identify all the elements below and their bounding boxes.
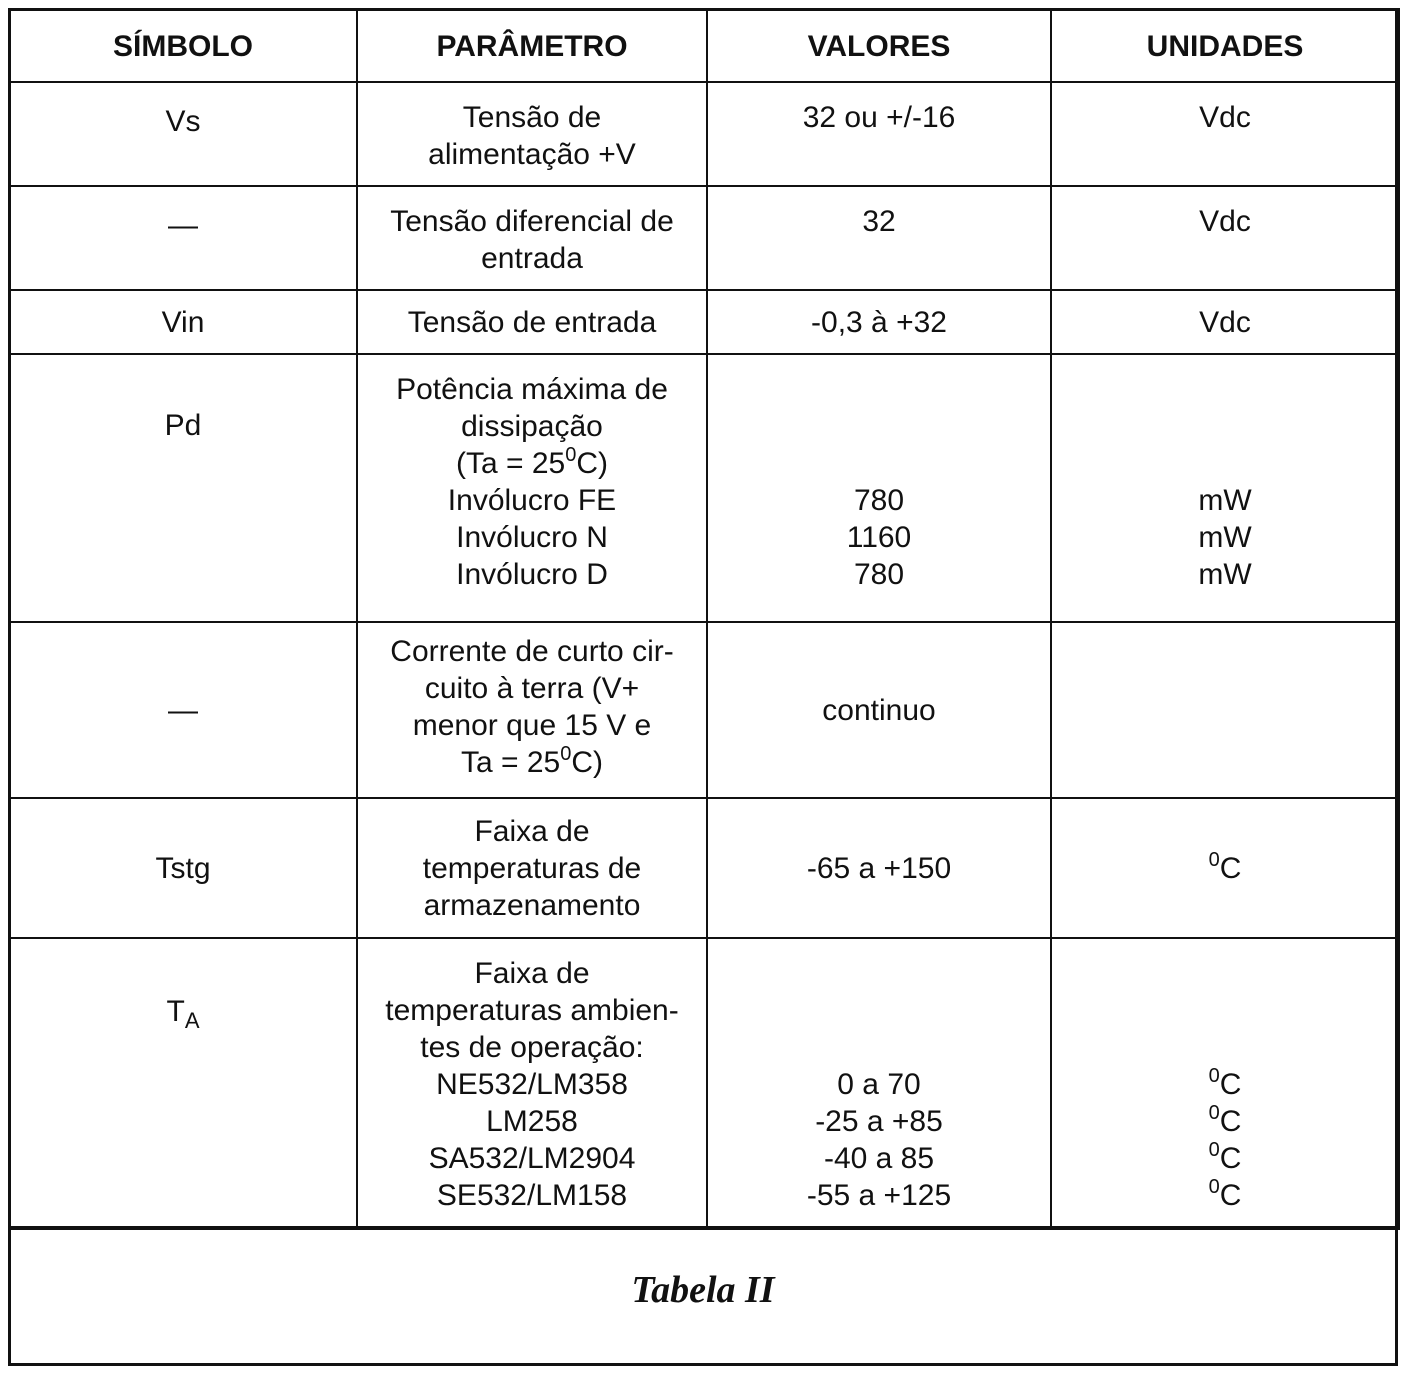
param-line: cuito à terra (V+ bbox=[424, 672, 640, 705]
header-values: VALORES bbox=[707, 10, 1051, 83]
unit-line: mW bbox=[1198, 521, 1252, 554]
unit-cell: Vdc bbox=[1051, 290, 1399, 354]
param-line: entrada bbox=[481, 242, 583, 275]
unit-line bbox=[1058, 1177, 1392, 1214]
value-cell: 32 ou +/-16 bbox=[707, 82, 1051, 186]
param-line: alimentação +V bbox=[428, 138, 636, 171]
parameter-cell bbox=[357, 82, 707, 186]
symbol-cell: — bbox=[9, 622, 357, 798]
param-text: (Ta = 25 bbox=[455, 447, 566, 480]
parameter-cell bbox=[357, 622, 707, 798]
package-item: Invólucro N bbox=[456, 521, 608, 554]
header-parameter: PARÂMETRO bbox=[357, 10, 707, 83]
param-line bbox=[364, 445, 700, 482]
value-cell: -65 a +150 bbox=[707, 798, 1051, 938]
unit-cell bbox=[1051, 622, 1399, 798]
parameter-cell bbox=[357, 798, 707, 938]
header-units: UNIDADES bbox=[1051, 10, 1399, 83]
parameter-cell bbox=[357, 186, 707, 290]
symbol-subscript: A bbox=[184, 1008, 200, 1033]
param-line: Corrente de curto cir- bbox=[390, 635, 674, 668]
symbol-cell bbox=[9, 186, 357, 290]
table-caption: Tabela II bbox=[631, 1269, 775, 1311]
symbol-cell bbox=[9, 938, 357, 1228]
value-line: -25 a +85 bbox=[815, 1105, 943, 1138]
unit-text: C bbox=[1219, 1179, 1242, 1212]
parameter-cell bbox=[357, 354, 707, 622]
param-text: C) bbox=[576, 447, 608, 480]
table-row bbox=[9, 798, 1399, 938]
table-row bbox=[9, 290, 1399, 354]
table-row bbox=[9, 186, 1399, 290]
unit-line: mW bbox=[1198, 558, 1252, 591]
table-row bbox=[9, 938, 1399, 1228]
symbol: T bbox=[166, 995, 185, 1028]
param-text: Ta = 25 bbox=[460, 746, 561, 779]
value-cell bbox=[707, 354, 1051, 622]
degree-superscript: 0 bbox=[1208, 1102, 1220, 1124]
header-row bbox=[9, 10, 1399, 83]
unit-text: C bbox=[1219, 1068, 1242, 1101]
degree-superscript: 0 bbox=[1208, 1139, 1220, 1161]
symbol-cell: Pd bbox=[9, 354, 357, 622]
degree-superscript: 0 bbox=[1208, 848, 1220, 871]
degree-superscript: 0 bbox=[1208, 1176, 1220, 1198]
value-line: 780 bbox=[853, 558, 905, 591]
unit-line: mW bbox=[1198, 484, 1252, 517]
unit-line bbox=[1058, 1103, 1392, 1140]
value-line: -40 a 85 bbox=[823, 1142, 935, 1175]
value-line: 780 bbox=[853, 484, 905, 517]
header-symbol: SÍMBOLO bbox=[9, 10, 357, 83]
value-line: -55 a +125 bbox=[806, 1179, 952, 1212]
unit-line bbox=[1058, 1066, 1392, 1103]
unit-text: C bbox=[1219, 1142, 1242, 1175]
symbol: Vs bbox=[165, 105, 201, 138]
param-line: Potência máxima de bbox=[396, 373, 668, 406]
parameter-cell: Tensão de entrada bbox=[357, 290, 707, 354]
degree-superscript: 0 bbox=[1208, 1065, 1220, 1087]
parameter-cell bbox=[357, 938, 707, 1228]
param-text: C) bbox=[571, 746, 604, 779]
symbol-cell: Tstg bbox=[9, 798, 357, 938]
package-item: Invólucro D bbox=[456, 558, 608, 591]
symbol-cell: Vin bbox=[9, 290, 357, 354]
unit-cell bbox=[1051, 354, 1399, 622]
device-item: LM258 bbox=[486, 1105, 578, 1138]
param-line: Faixa de bbox=[474, 957, 590, 990]
param-line: dissipação bbox=[461, 410, 603, 443]
unit-text: C bbox=[1219, 1105, 1242, 1138]
param-line: tes de operação: bbox=[420, 1031, 644, 1064]
symbol: — bbox=[168, 209, 198, 242]
device-item: SE532/LM158 bbox=[436, 1179, 628, 1212]
param-line: menor que 15 V e bbox=[412, 709, 652, 742]
value-cell: continuo bbox=[707, 622, 1051, 798]
specs-table bbox=[8, 8, 1400, 1230]
param-line: temperaturas ambien- bbox=[385, 994, 679, 1027]
table-row bbox=[9, 622, 1399, 798]
value-cell: 32 bbox=[707, 186, 1051, 290]
value-line: 0 a 70 bbox=[837, 1068, 921, 1101]
unit-text: C bbox=[1219, 851, 1242, 885]
param-line bbox=[364, 744, 700, 781]
param-line: Tensão diferencial de bbox=[390, 205, 674, 238]
degree-superscript: 0 bbox=[565, 444, 577, 466]
table-row bbox=[9, 354, 1399, 622]
degree-superscript: 0 bbox=[560, 743, 572, 765]
unit-cell: Vdc bbox=[1051, 82, 1399, 186]
table-row bbox=[9, 82, 1399, 186]
device-item: SA532/LM2904 bbox=[428, 1142, 636, 1175]
unit-cell: Vdc bbox=[1051, 186, 1399, 290]
unit-cell bbox=[1051, 798, 1399, 938]
value-line: 1160 bbox=[846, 521, 912, 554]
package-item: Invólucro FE bbox=[447, 484, 617, 517]
param-line: temperaturas de bbox=[422, 851, 642, 885]
param-line: armazenamento bbox=[423, 888, 641, 922]
unit-cell bbox=[1051, 938, 1399, 1228]
value-cell bbox=[707, 938, 1051, 1228]
symbol-cell bbox=[9, 82, 357, 186]
param-line: Tensão de bbox=[462, 101, 602, 134]
param-line: Faixa de bbox=[474, 814, 590, 848]
device-item: NE532/LM358 bbox=[436, 1068, 628, 1101]
unit-line bbox=[1058, 1140, 1392, 1177]
value-cell: -0,3 à +32 bbox=[707, 290, 1051, 354]
